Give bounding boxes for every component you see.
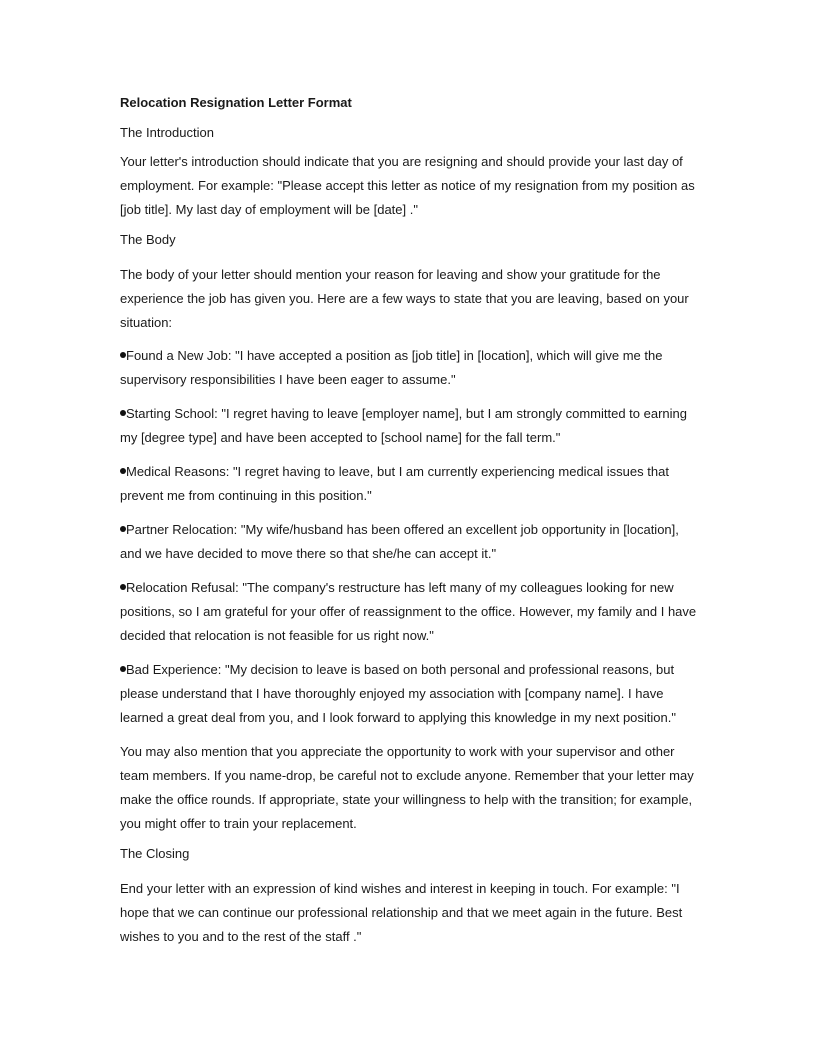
list-item-text: Medical Reasons: "I regret having to leave, but I am currently experiencing medical issues that prevent me from continuing in this position." <box>120 464 669 503</box>
closing-heading: The Closing <box>120 846 190 861</box>
list-item-text: Partner Relocation: "My wife/husband has been offered an excellent job opportunity in [location], and we have decided to move there so that she/he can accept it." <box>120 522 679 561</box>
body-outro-text: You may also mention that you appreciate the opportunity to work with your supervisor and other team members. If you name-drop, be careful not to exclude anyone. Remember that your letter may make the office rounds. If appropriate, state your willingness to help with the transition; for example, you might offer to train your replacement. <box>120 744 694 831</box>
introduction-heading: The Introduction <box>120 125 214 140</box>
introduction-text: Your letter's introduction should indicate that you are resigning and should provide your last day of employment. For example: "Please accept this letter as notice of my resignation from my position as [job title]. My last day of employment will be [date] ." <box>120 154 695 217</box>
list-item <box>120 402 700 450</box>
list-item <box>120 576 700 648</box>
list-item-text: Starting School: "I regret having to leave [employer name], but I am strongly committed to earning my [degree type] and have been accepted to [school name] for the fall term." <box>120 406 688 445</box>
list-item <box>120 344 700 392</box>
document-title: Relocation Resignation Letter Format <box>120 95 352 110</box>
body-heading: The Body <box>120 232 176 247</box>
list-item <box>120 658 700 730</box>
document-page <box>120 94 700 958</box>
list-item-text: Bad Experience: "My decision to leave is based on both personal and professional reasons, but please understand that I have thoroughly enjoyed my association with [company name]. I have learned a great deal from you, and I look forward to applying this knowledge in my next position." <box>120 662 676 725</box>
list-item-text: Found a New Job: "I have accepted a position as [job title] in [location], which will give me the supervisory responsibilities I have been eager to assume." <box>120 348 663 387</box>
list-item <box>120 460 700 508</box>
list-item <box>120 518 700 566</box>
closing-text: End your letter with an expression of kind wishes and interest in keeping in touch. For example: "I hope that we can continue our professional relationship and that we meet again in the future. Best wishes to you and to the rest of the staff ." <box>120 881 683 944</box>
list-item-text: Relocation Refusal: "The company's restructure has left many of my colleagues looking for new positions, so I am grateful for your offer of reassignment to the office. However, my family and I have decided that relocation is not feasible for us right now." <box>120 580 697 643</box>
body-intro-text: The body of your letter should mention your reason for leaving and show your gratitude for the experience the job has given you. Here are a few ways to state that you are leaving, based on your situation: <box>120 267 689 330</box>
